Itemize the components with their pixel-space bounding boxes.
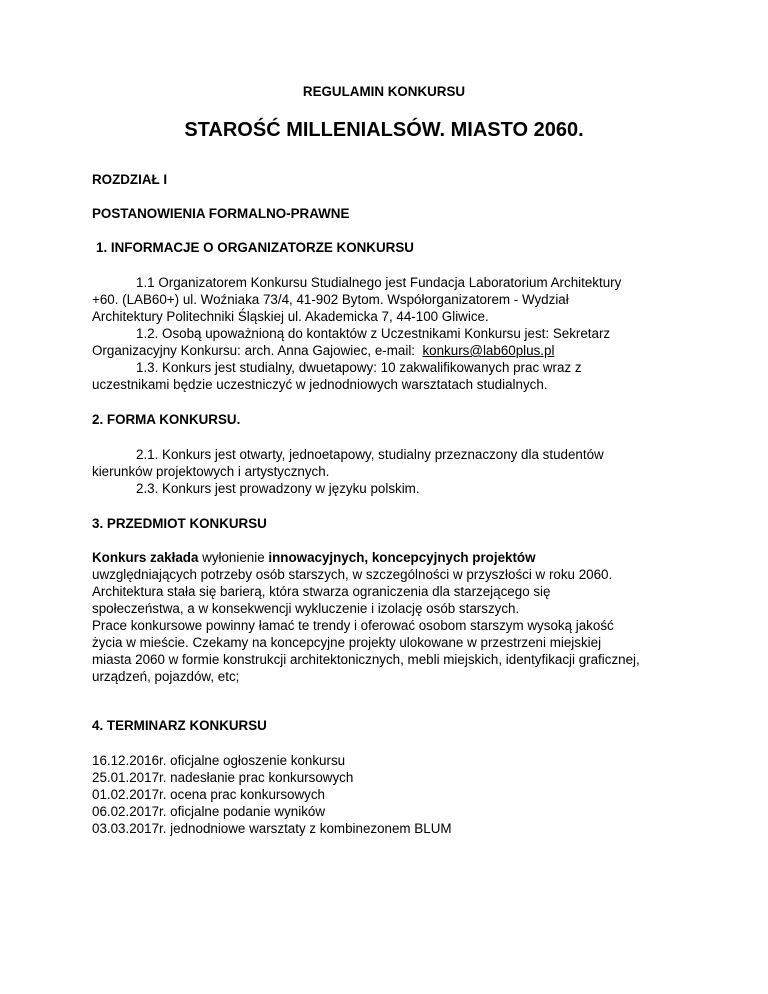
section-3-paragraph-line: życia w mieście. Czekamy na koncepcyjne projekty ulokowane w przestrzeni miejskiej xyxy=(92,635,602,650)
schedule-item: 06.02.2017r. oficjalne podanie wyników xyxy=(92,804,326,819)
section-1-paragraph-line: Architektury Politechniki Śląskiej ul. Akademicka 7, 44-100 Gliwice. xyxy=(92,309,489,324)
section-3-paragraph-line: urządzeń, pojazdów, etc; xyxy=(92,669,240,684)
section-4-heading: 4. TERMINARZ KONKURSU xyxy=(92,718,267,733)
section-3-paragraph-line: Architektura stała się barierą, która stwarza ograniczenia dla starzejącego się xyxy=(92,584,551,599)
schedule-item: 03.03.2017r. jednodniowe warsztaty z kombinezonem BLUM xyxy=(92,821,452,836)
schedule-item: 01.02.2017r. ocena prac konkursowych xyxy=(92,787,325,802)
section-3-paragraph-line: uwzględniających potrzeby osób starszych, w szczególności w przyszłości w roku 2060. xyxy=(92,567,613,582)
schedule-item: 25.01.2017r. nadesłanie prac konkursowych xyxy=(92,770,354,785)
document-subtitle: REGULAMIN KONKURSU xyxy=(302,84,466,99)
section-2-heading: 2. FORMA KONKURSU. xyxy=(92,412,241,427)
chapter-label: ROZDZIAŁ I xyxy=(92,172,168,187)
chapter-name: POSTANOWIENIA FORMALNO-PRAWNE xyxy=(92,206,350,221)
section-3-paragraph-line xyxy=(92,550,536,566)
plain-text: wyłonienie xyxy=(198,550,269,565)
section-1-paragraph-line: 1.3. Konkurs jest studialny, dwuetapowy: 10 zakwalifikowanych prac wraz z xyxy=(136,360,582,375)
section-1-contact-line xyxy=(92,343,554,359)
section-1-paragraph-line: 1.1 Organizatorem Konkursu Studialnego jest Fundacja Laboratorium Architektury xyxy=(136,275,622,290)
document-title: STAROŚĆ MILLENIALSÓW. MIASTO 2060. xyxy=(184,119,584,141)
section-2-paragraph-line: 2.1. Konkurs jest otwarty, jednoetapowy, studialny przeznaczony dla studentów xyxy=(136,447,604,462)
emphasis-text: Konkurs zakłada xyxy=(92,550,199,565)
section-3-heading: 3. PRZEDMIOT KONKURSU xyxy=(92,516,267,531)
section-1-paragraph-line: +60. (LAB60+) ul. Woźniaka 73/4, 41-902 Bytom. Współorganizatorem - Wydział xyxy=(92,292,569,307)
section-2-paragraph-line: kierunków projektowych i artystycznych. xyxy=(92,464,330,479)
section-2-paragraph-line: 2.3. Konkurs jest prowadzony w języku polskim. xyxy=(136,481,420,496)
section-1-paragraph-line: uczestnikami będzie uczestniczyć w jednodniowych warsztatach studialnych. xyxy=(92,377,548,392)
emphasis-text: innowacyjnych, koncepcyjnych projektów xyxy=(268,550,536,565)
section-3-paragraph-line: społeczeństwa, a w konsekwencji wykluczenie i izolację osób starszych. xyxy=(92,601,520,616)
section-1-paragraph-line: 1.2. Osobą upoważnioną do kontaktów z Uczestnikami Konkursu jest: Sekretarz xyxy=(136,326,611,341)
section-1-heading: 1. INFORMACJE O ORGANIZATORZE KONKURSU xyxy=(96,240,414,255)
contact-text: Organizacyjny Konkursu: arch. Anna Gajowiec, e-mail: xyxy=(92,343,416,358)
section-3-paragraph-line: Prace konkursowe powinny łamać te trendy i oferować osobom starszym wysoką jakość xyxy=(92,618,614,633)
schedule-item: 16.12.2016r. oficjalne ogłoszenie konkursu xyxy=(92,753,346,768)
email-link[interactable]: konkurs@lab60plus.pl xyxy=(422,343,555,358)
section-3-paragraph-line: miasta 2060 w formie konstrukcji architektonicznych, mebli miejskich, identyfikacji graficznej, xyxy=(92,652,640,667)
